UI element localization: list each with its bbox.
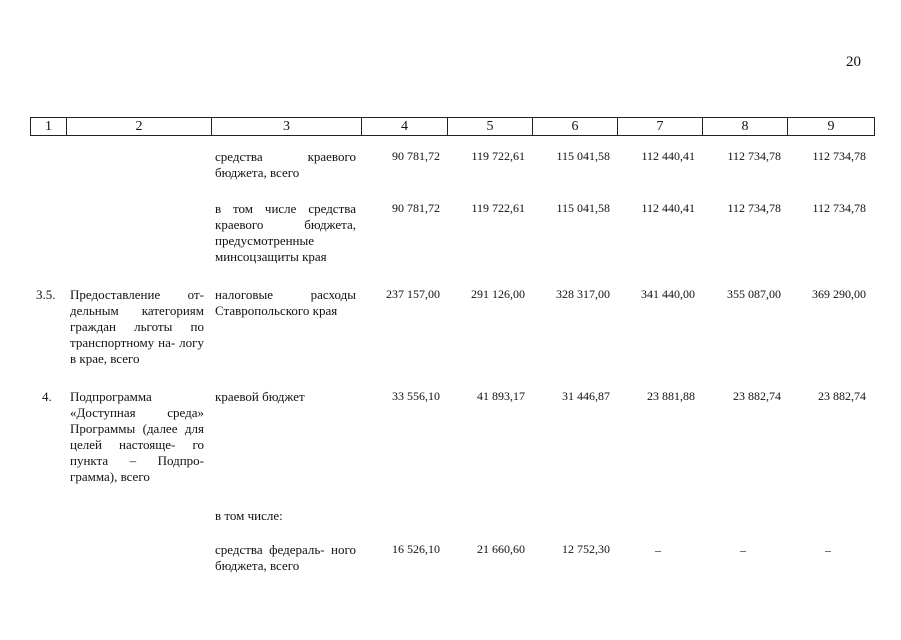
column-header-3: 3: [212, 118, 362, 136]
value-cell: 41 893,17: [477, 389, 525, 403]
column-header-5: 5: [448, 118, 533, 136]
column-header-6: 6: [533, 118, 618, 136]
value-cell: 355 087,00: [727, 287, 781, 301]
value-cell: 112 734,78: [812, 149, 866, 163]
value-cell: 23 882,74: [733, 389, 781, 403]
value-cell: 112 734,78: [727, 201, 781, 215]
value-cell: 12 752,30: [562, 542, 610, 556]
item-name: Подпрограмма «Доступная среда» Программы (далее для целей настояще- го пункта – Подпро- грамма), всего: [70, 389, 204, 484]
column-header-8: 8: [703, 118, 788, 136]
value-cell: 291 126,00: [471, 287, 525, 301]
source-cell: средства краевого бюджета, всего: [215, 149, 356, 180]
source-cell: в том числе:: [215, 508, 283, 523]
source-cell: в том числе средства краевого бюджета, предусмотренные минсоцзащиты края: [215, 201, 356, 264]
column-header-9: 9: [788, 118, 875, 136]
page-number: 20: [846, 54, 861, 70]
value-cell: 341 440,00: [641, 287, 695, 301]
value-cell: 328 317,00: [556, 287, 610, 301]
item-number: 3.5.: [36, 287, 56, 302]
value-cell: 369 290,00: [812, 287, 866, 301]
column-header-1: 1: [31, 118, 67, 136]
source-cell: налоговые расходы Ставропольского края: [215, 287, 356, 318]
value-cell: 31 446,87: [562, 389, 610, 403]
value-cell: –: [655, 543, 661, 557]
value-cell: 112 440,41: [641, 149, 695, 163]
value-cell: 16 526,10: [392, 542, 440, 556]
value-cell: 90 781,72: [392, 149, 440, 163]
value-cell: 112 440,41: [641, 201, 695, 215]
source-cell: средства федераль- ного бюджета, всего: [215, 542, 356, 573]
value-cell: 115 041,58: [556, 149, 610, 163]
value-cell: 119 722,61: [471, 201, 525, 215]
item-number: 4.: [42, 389, 52, 404]
column-header-2: 2: [67, 118, 212, 136]
column-header-7: 7: [618, 118, 703, 136]
value-cell: 115 041,58: [556, 201, 610, 215]
value-cell: –: [825, 543, 831, 557]
value-cell: –: [740, 543, 746, 557]
value-cell: 23 882,74: [818, 389, 866, 403]
value-cell: 119 722,61: [471, 149, 525, 163]
column-header-4: 4: [362, 118, 448, 136]
value-cell: 33 556,10: [392, 389, 440, 403]
value-cell: 112 734,78: [812, 201, 866, 215]
source-cell: краевой бюджет: [215, 389, 305, 404]
value-cell: 90 781,72: [392, 201, 440, 215]
value-cell: 237 157,00: [386, 287, 440, 301]
item-name: Предоставление от- дельным категориям граждан льготы по транспортному на- логу в крае, всего: [70, 287, 204, 366]
value-cell: 112 734,78: [727, 149, 781, 163]
value-cell: 23 881,88: [647, 389, 695, 403]
value-cell: 21 660,60: [477, 542, 525, 556]
column-number-header: [30, 117, 875, 136]
